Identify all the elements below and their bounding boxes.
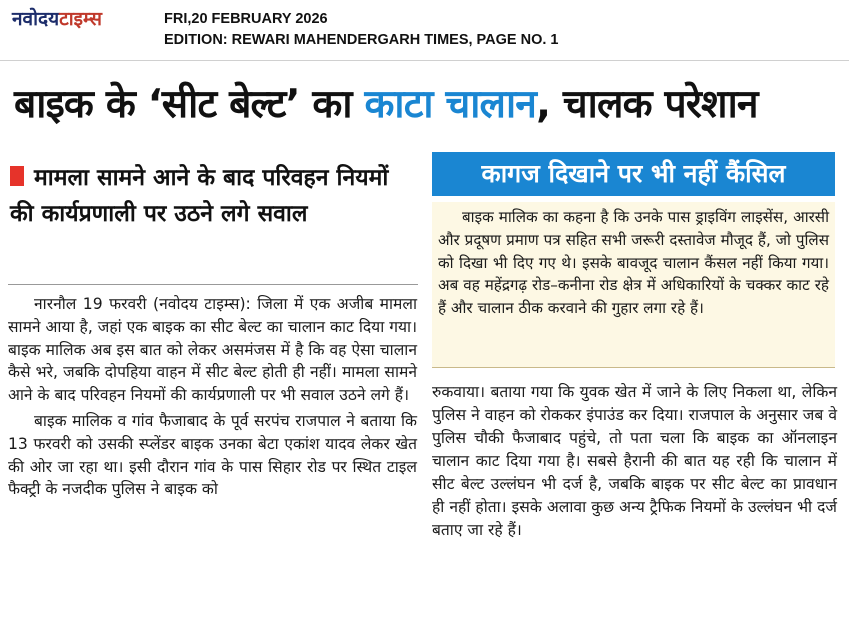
logo-hindi: नवोदय — [12, 8, 60, 30]
left-column-body — [8, 293, 417, 501]
red-square-bullet-icon — [10, 166, 24, 186]
masthead-divider — [0, 60, 849, 61]
sub-headline — [10, 160, 415, 232]
headline-part1: बाइक के ‘सीट बेल्ट’ का — [14, 82, 365, 127]
body-paragraph: बाइक मालिक व गांव फैजाबाद के पूर्व सरपंच राजपाल ने बताया कि 13 फरवरी को उसकी स्प्लेंडर बाइक उनका बेटा एकांश यादव लेकर खेत की ओर जा रहा था। इसी दौरान गांव के पास सिहार रोड पर स्थित टाइल फैक्ट्री के नजदीक पुलिस ने बाइक को — [8, 411, 417, 499]
body-paragraph: रुकवाया। बताया गया कि युवक खेत में जाने के लिए निकला था, लेकिन पुलिस ने वाहन को रोककर इंपाउंड कर दिया। राजपाल के अनुसार जब वे पुलिस चौकी फैजाबाद पहुंचे, तो पता चला कि बाइक का ऑनलाइन चालान काट दिया गया है। सबसे हैरानी की बात यह रही कि चालान में सीट बेल्ट उल्लंघन भी दर्ज है, जबकि बाइक पर सीट बेल्ट का प्रावधान ही नहीं होता। इसके अलावा कुछ अन्य ट्रैफिक नियमों के उल्लंघन भी दर्ज बताए जा रहे हैं। — [432, 383, 837, 539]
right-column-body — [432, 381, 837, 542]
date-line: FRI,20 FEBRUARY 2026 — [164, 11, 328, 27]
logo-times: टाइम्स — [59, 8, 102, 30]
sub-headline-text: मामला सामने आने के बाद परिवहन नियमों की कार्यप्रणाली पर उठने लगे सवाल — [10, 165, 389, 227]
box-title: कागज दिखाने पर भी नहीं कैंसिल — [432, 152, 835, 196]
article-headline — [14, 80, 758, 130]
headline-highlight: काटा चालान — [364, 82, 537, 127]
edition-line: EDITION: REWARI MAHENDERGARH TIMES, PAGE NO. 1 — [164, 32, 559, 48]
body-paragraph: नारनौल 19 फरवरी (नवोदय टाइम्स): जिला में एक अजीब मामला सामने आया है, जहां एक बाइक का सीट बेल्ट का चालान काट दिया गया। बाइक मालिक अब इस बात को लेकर असमंजस में है कि वह ऐसा चालान कैसे भरे, जबकि दोपहिया वाहन में सीट बेल्ट होती ही नहीं। मामला सामने आने के बाद परिवहन नियमों की कार्यप्रणाली पर भी सवाल उठने लगे हैं। — [8, 295, 417, 405]
newspaper-logo — [12, 8, 102, 30]
headline-part2: , चालक परेशान — [536, 82, 758, 127]
box-body — [432, 202, 835, 368]
sub-headline-divider — [8, 284, 418, 285]
box-paragraph: बाइक मालिक का कहना है कि उनके पास ड्राइविंग लाइसेंस, आरसी और प्रदूषण प्रमाण पत्र सहित सभी जरूरी दस्तावेज मौजूद हैं, जो पुलिस को दिखा भी दिए गए थे। इसके बावजूद चालान कैंसल नहीं किया गया। अब वह महेंद्रगढ़ रोड–कनीना रोड क्षेत्र में अधिकारियों के चक्कर काट रहे हैं और चालान ठीक करवाने की गुहार लगा रहे हैं। — [438, 208, 829, 318]
edition-meta — [164, 9, 558, 51]
masthead-bar — [0, 0, 849, 60]
